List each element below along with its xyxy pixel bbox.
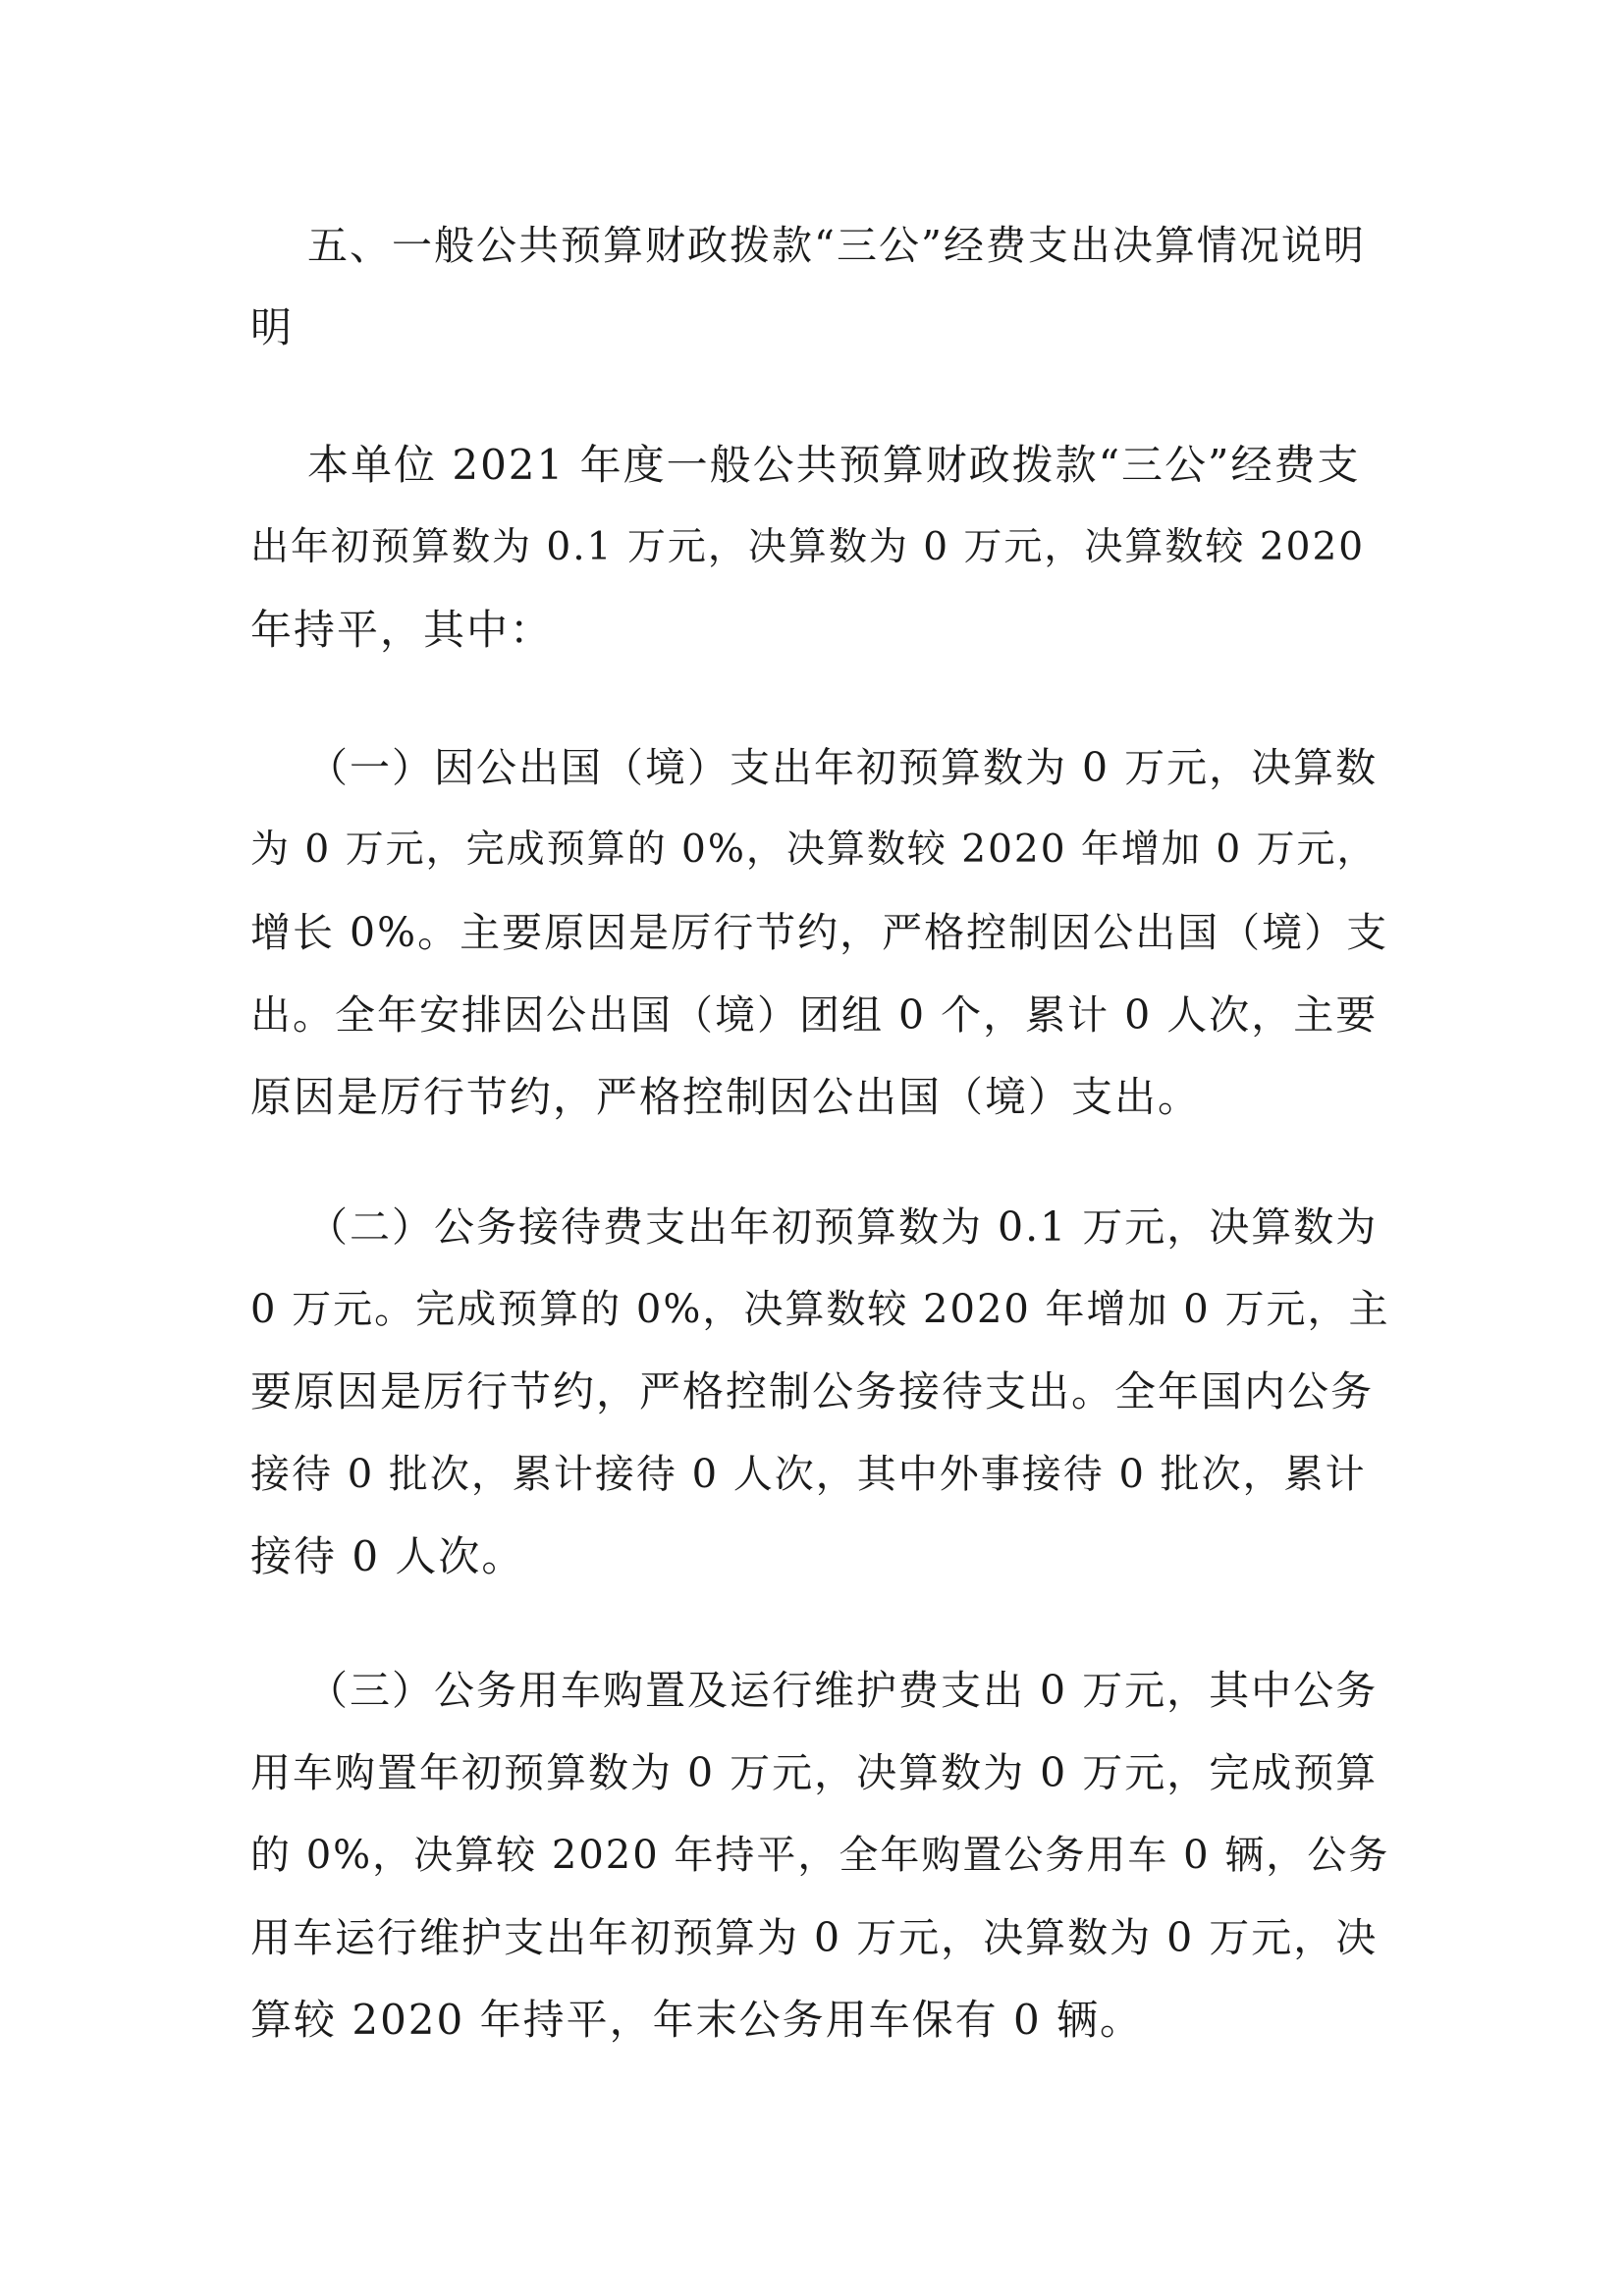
summary-line-3: 年持平，其中： xyxy=(250,606,554,654)
item-one-line-2: 为 0 万元，完成预算的 0%，决算数较 2020 年增加 0 万元， xyxy=(250,828,1378,872)
item-two-line-1: （二）公务接待费支出年初预算数为 0.1 万元，决算数为 xyxy=(307,1203,1379,1251)
item-three-line-4: 用车运行维护支出年初预算为 0 万元，决算数为 0 万元，决 xyxy=(250,1914,1379,1961)
item-two-line-2: 0 万元。完成预算的 0%，决算数较 2020 年增加 0 万元，主 xyxy=(250,1287,1390,1332)
section-heading-line-2: 明 xyxy=(250,303,295,351)
summary-line-2: 出年初预算数为 0.1 万元，决算数为 0 万元，决算数较 2020 xyxy=(250,525,1366,569)
section-heading-line-1: 五、一般公共预算财政拨款“三公”经费支出决算情况说明 xyxy=(307,222,1366,269)
item-one-line-5: 原因是厉行节约，严格控制因公出国（境）支出。 xyxy=(250,1073,1202,1121)
item-one-line-3: 增长 0%。主要原因是厉行节约，严格控制因公出国（境）支 xyxy=(250,909,1389,956)
item-three-line-3: 的 0%，决算较 2020 年持平，全年购置公务用车 0 辆，公务 xyxy=(250,1833,1390,1878)
item-three-line-2: 用车购置年初预算数为 0 万元，决算数为 0 万元，完成预算 xyxy=(250,1749,1379,1796)
item-two-line-5: 接待 0 人次。 xyxy=(250,1532,525,1580)
item-three-line-1: （三）公务用车购置及运行维护费支出 0 万元，其中公务 xyxy=(307,1667,1379,1714)
item-three-line-5: 算较 2020 年持平，年末公务用车保有 0 辆。 xyxy=(250,1996,1144,2044)
item-one-line-1: （一）因公出国（境）支出年初预算数为 0 万元，决算数 xyxy=(307,744,1379,791)
summary-line-1: 本单位 2021 年度一般公共预算财政拨款“三公”经费支 xyxy=(307,441,1361,489)
item-one-line-4: 出。全年安排因公出国（境）团组 0 个，累计 0 人次，主要 xyxy=(250,991,1379,1039)
item-two-line-4: 接待 0 批次，累计接待 0 人次，其中外事接待 0 批次，累计 xyxy=(250,1452,1367,1497)
item-two-line-3: 要原因是厉行节约，严格控制公务接待支出。全年国内公务 xyxy=(250,1367,1375,1415)
